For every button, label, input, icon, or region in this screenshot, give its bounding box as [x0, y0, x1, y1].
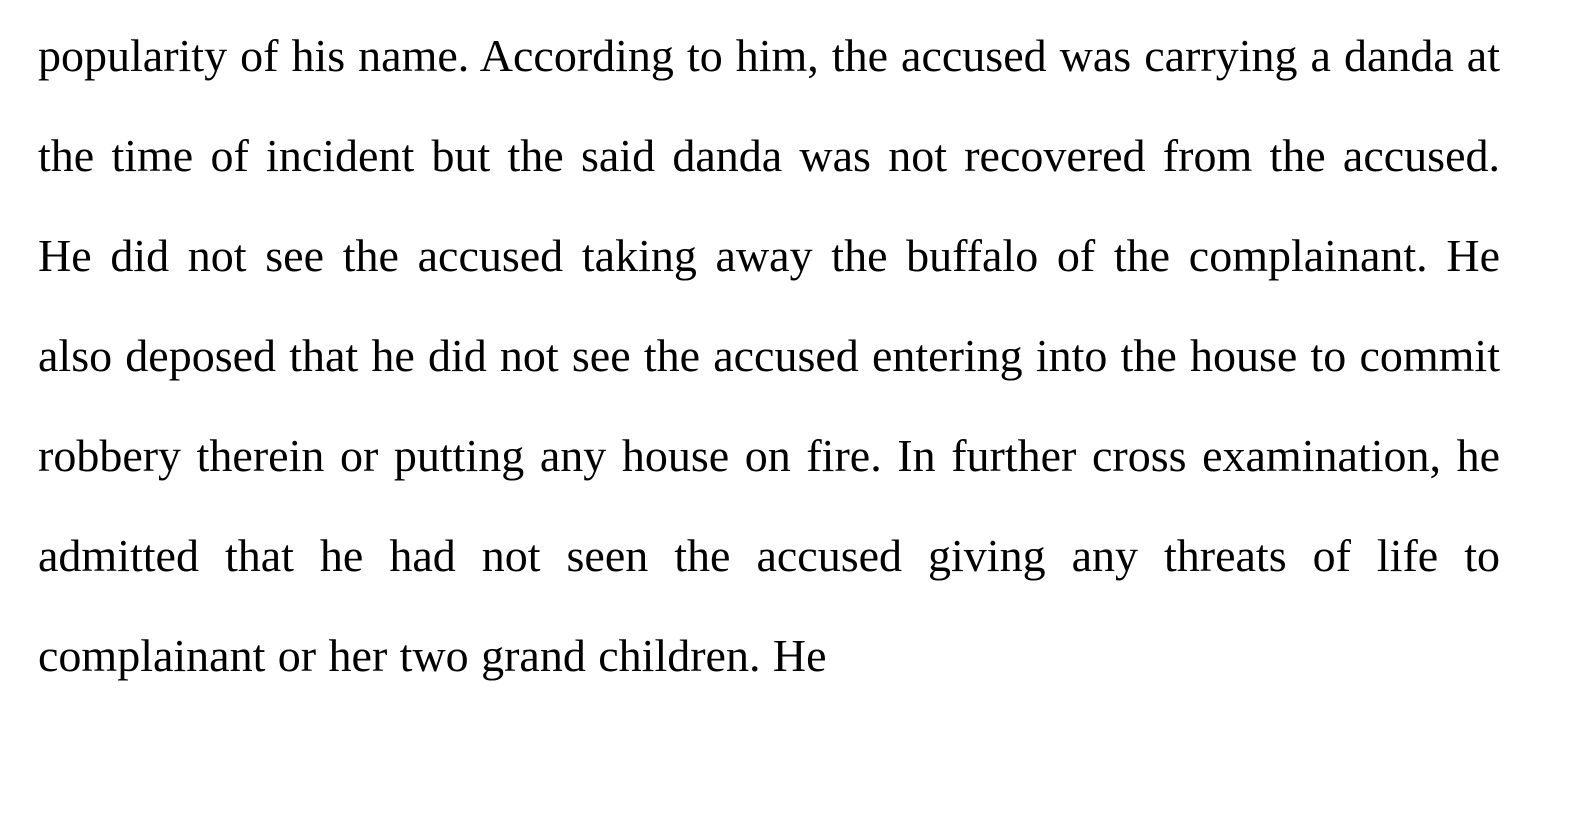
document-body [38, 6, 1500, 706]
body-paragraph: popularity of his name. According to him, the accused was carrying a danda at the time of incident but the said danda was not recovered from the accused. He did not see the accused taking away the buffalo of the complainant. He also deposed that he did not see the accused entering into the house to commit robbery therein or putting any house on fire. In further cross examination, he admitted that he had not seen the accused giving any threats of life to complainant or her two grand children. He [38, 30, 1500, 681]
